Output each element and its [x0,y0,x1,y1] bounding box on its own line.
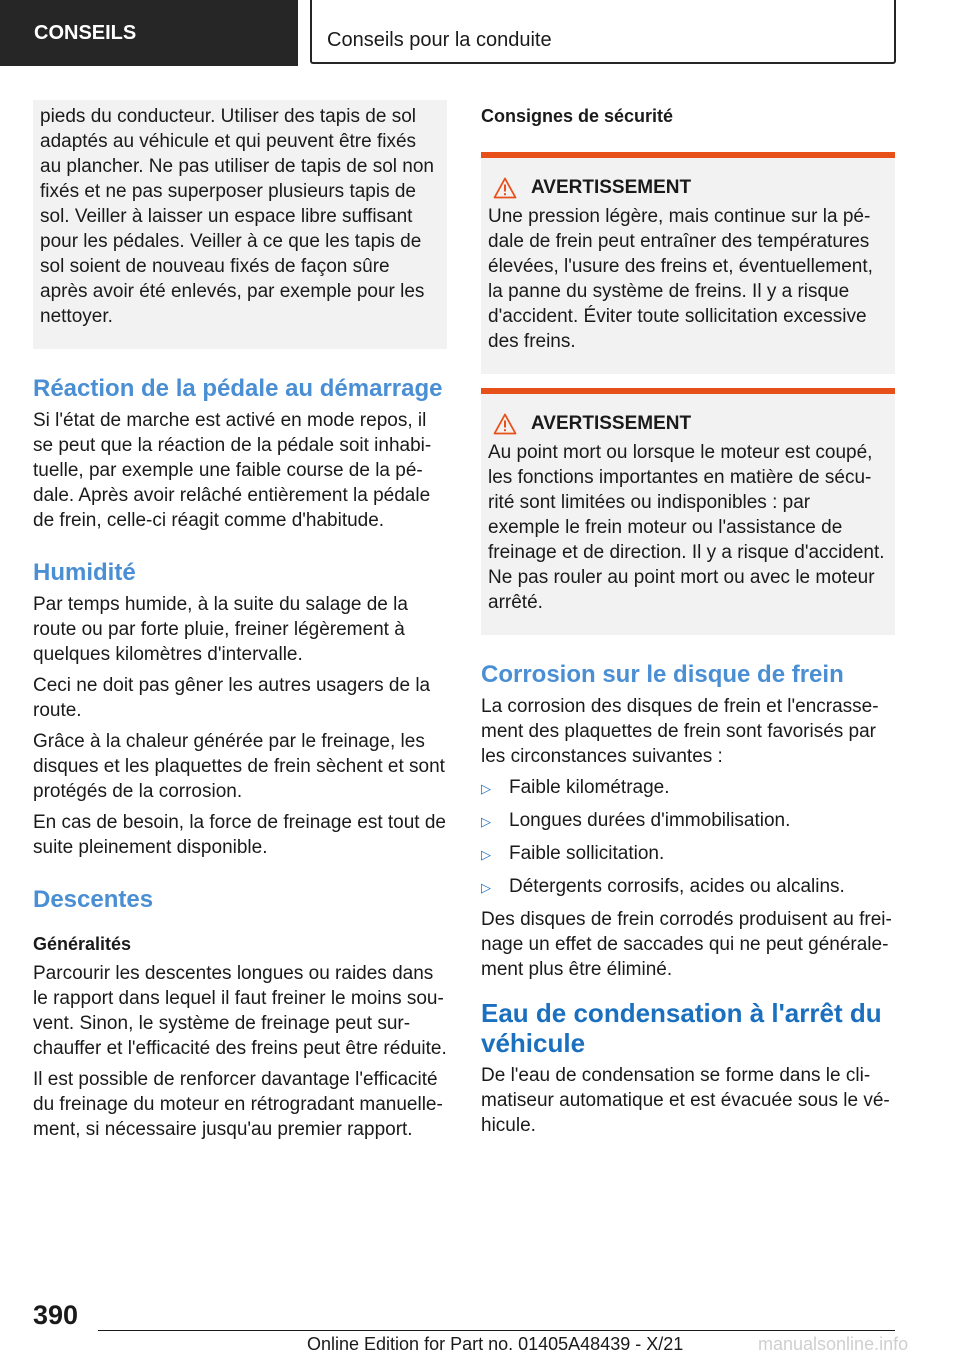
chapter-title: Conseils pour la conduite [310,0,896,64]
paragraph: La corrosion des disques de frein et l'encrassement des plaquettes de frein sont favorisés par les circonstances suivantes : [481,696,879,767]
paragraph: Parcourir les descentes longues ou raides dans le rapport dans lequel il faut freiner le moins souvent. Sinon, le système de freinage peut surchauffer et l'efficacité des freins peut être réduite. [33,963,447,1059]
warning-header [493,176,887,200]
heading-descents: Descentes [33,886,154,913]
paragraph: Des disques de frein corrodés produisent au freinage un effet de saccades qui ne peut généralement plus être éliminé. [481,909,892,980]
paragraph: Grâce à la chaleur générée par le freinage, les disques et les plaquettes de frein sèchent et sont protégés de la corrosion. [33,731,445,802]
box-text: pieds du conducteur. Utiliser des tapis de sol adaptés au véhicule et qui peuvent être fixés au plancher. Ne pas utiliser de tapis de sol non fixés et ne pas superposer plusieurs tapis de sol. Veiller à laisser un espace libre suffisant pour les pédales. Veiller à ce que les tapis de sol soient de nouveau fixés de façon sûre après avoir été enlevés, par exemple pour les nettoyer. [40,106,434,327]
list-item: ▷ Faible sollicitation. [481,841,895,867]
warning-label: AVERTISSEMENT [531,177,692,198]
warning-box [481,388,895,635]
warning-text: Une pression légère, mais continue sur la pédale de frein peut entraîner des températures élevées, l'usure des freins et, éventuellement, la panne du système de freins. Il y a risque d'accident. Éviter toute sollicitation excessive des freins. [488,206,873,352]
paragraph: Ceci ne doit pas gêner les autres usagers de la route. [33,675,431,721]
heading-pedal-reaction: Réaction de la pédale au démarrage [33,375,443,402]
heading-humidity: Humidité [33,559,136,586]
warning-label: AVERTISSEMENT [531,413,692,434]
paragraph: De l'eau de condensation se forme dans le climatiseur automatique et est évacuée sous le véhicule. [481,1065,890,1136]
section-tab: CONSEILS [0,0,298,66]
list-item: ▷ Faible kilométrage. [481,775,895,801]
paragraph: En cas de besoin, la force de freinage est tout de suite pleinement disponible. [33,812,446,858]
list-item: ▷ Détergents corrosifs, acides ou alcalins. [481,874,895,900]
warning-triangle-icon [493,177,517,199]
paragraph: Par temps humide, à la suite du salage de la route ou par forte pluie, freiner légèrement à quelques kilomètres d'intervalle. [33,594,408,665]
warning-text: Au point mort ou lorsque le moteur est coupé, les fonctions importantes en matière de sécurité sont limitées ou indisponibles : par exemple le frein moteur ou l'assistance de freinage et de direction. Il y a risque d'accident. Ne pas rouler au point mort ou avec le moteur arrêté. [488,442,885,613]
left-column [33,100,447,1148]
warning-box [481,152,895,374]
bullet-triangle-icon: ▷ [481,847,491,862]
bullet-triangle-icon: ▷ [481,814,491,829]
warning-header [493,412,887,436]
list-item: ▷ Longues durées d'immobilisation. [481,808,895,834]
paragraph: Il est possible de renforcer davantage l'efficacité du freinage du moteur en rétrogradant manuellement, si nécessaire jusqu'au premier rapport. [33,1069,443,1140]
bullet-triangle-icon: ▷ [481,781,491,796]
safety-heading: Consignes de sécurité [481,106,674,126]
edition-text: Online Edition for Part no. 01405A48439 - X/21 [307,1334,684,1354]
page-number: 390 [33,1300,79,1330]
bullet-triangle-icon: ▷ [481,880,491,895]
subheading-general: Généralités [33,934,132,954]
footer-divider [98,1330,895,1331]
warning-triangle-icon [493,413,517,435]
page-header [0,0,960,66]
paragraph: Si l'état de marche est activé en mode repos, il se peut que la réaction de la pédale soit inhabituelle, par exemple une faible course de la pédale. Après avoir relâché entièrement la pédale de frein, celle-ci réagit comme d'habitude. [33,410,432,531]
watermark: manualsonline.info [758,1334,909,1354]
conditions-list [481,775,895,900]
right-column [481,100,895,1144]
heading-condensation: Eau de condensation à l'arrêt du véhicule [481,998,882,1058]
heading-corrosion: Corrosion sur le disque de frein [481,661,844,688]
continued-note-box [33,100,447,349]
